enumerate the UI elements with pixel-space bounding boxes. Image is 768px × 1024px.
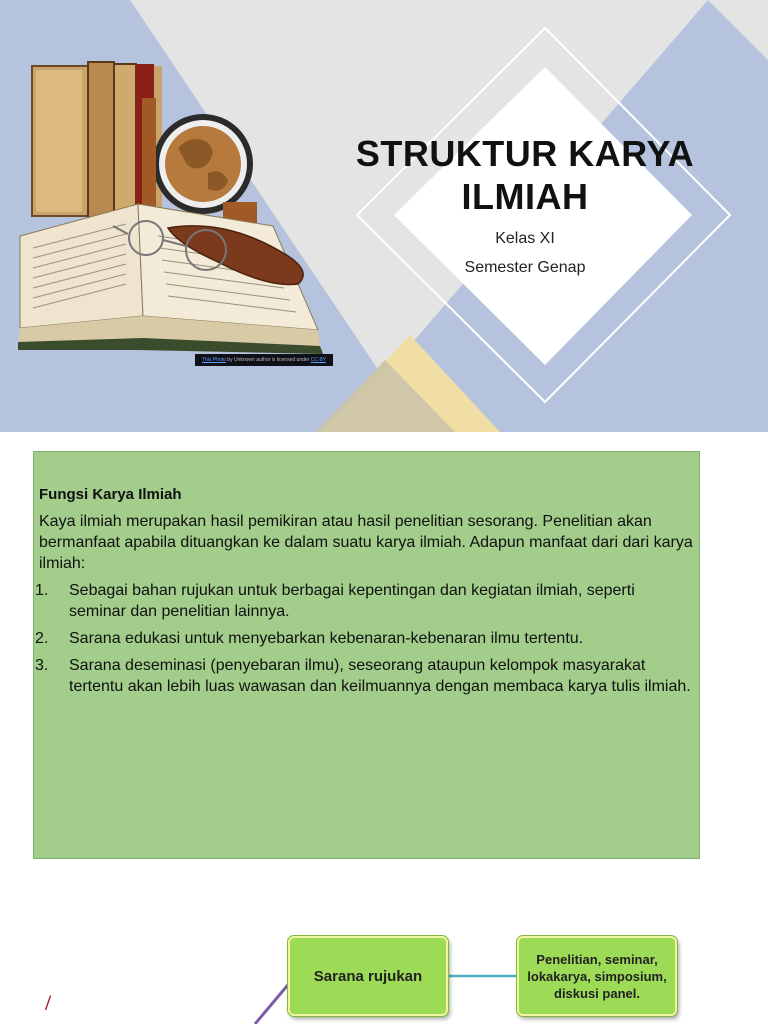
image-credit — [195, 354, 333, 366]
list-item-text: Sebagai bahan rujukan untuk berbagai kepentingan dan kegiatan ilmiah, seperti seminar dan penelitian lainnya. — [69, 582, 635, 620]
title-slide — [0, 0, 768, 432]
credit-photo-link[interactable]: This Photo — [202, 357, 226, 363]
list-item-text: Sarana deseminasi (penyebaran ilmu), seseorang ataupun kelompok masyarakat tertentu akan lebih luas wawasan dan keilmuannya dengan membaca karya tulis ilmiah. — [69, 657, 691, 695]
subtitle-semester: Semester Genap — [464, 259, 586, 276]
list-item — [35, 655, 693, 697]
node-sarana-rujukan: Sarana rujukan — [288, 936, 448, 1016]
content-text — [35, 484, 693, 697]
credit-text: by Unknown author is licensed under — [225, 357, 311, 363]
content-box — [33, 451, 700, 859]
slide-title: STRUKTUR KARYA ILMIAH — [355, 133, 695, 217]
content-intro: Kaya ilmiah merupakan hasil pemikiran atau hasil penelitian sesorang. Penelitian akan bermanfaat apabila dituangkan ke dalam suatu karya ilmiah. Adapun manfaat dari dari karya ilmiah: — [39, 513, 693, 572]
benefits-list — [35, 580, 693, 697]
subtitle-class: Kelas XI — [495, 230, 555, 247]
books-globe-illustration — [18, 58, 338, 358]
left-blue-strip — [0, 0, 20, 432]
connector-line-purple — [255, 980, 292, 1024]
list-item-text: Sarana edukasi untuk menyebarkan kebenaran-kebenaran ilmu tertentu. — [69, 630, 584, 647]
content-heading: Fungsi Karya Ilmiah — [39, 486, 182, 503]
list-item-number: 1. — [35, 582, 49, 599]
node-penelitian: Penelitian, seminar, lokakarya, simposium, diskusi panel. — [517, 936, 677, 1016]
list-item — [35, 580, 693, 622]
list-item — [35, 628, 693, 649]
credit-license-link[interactable]: CC BY — [310, 357, 326, 363]
list-item-number: 2. — [35, 630, 49, 647]
partial-glyph: / — [45, 990, 52, 1015]
list-item-number: 3. — [35, 657, 49, 674]
diagram-slide — [0, 880, 768, 1024]
